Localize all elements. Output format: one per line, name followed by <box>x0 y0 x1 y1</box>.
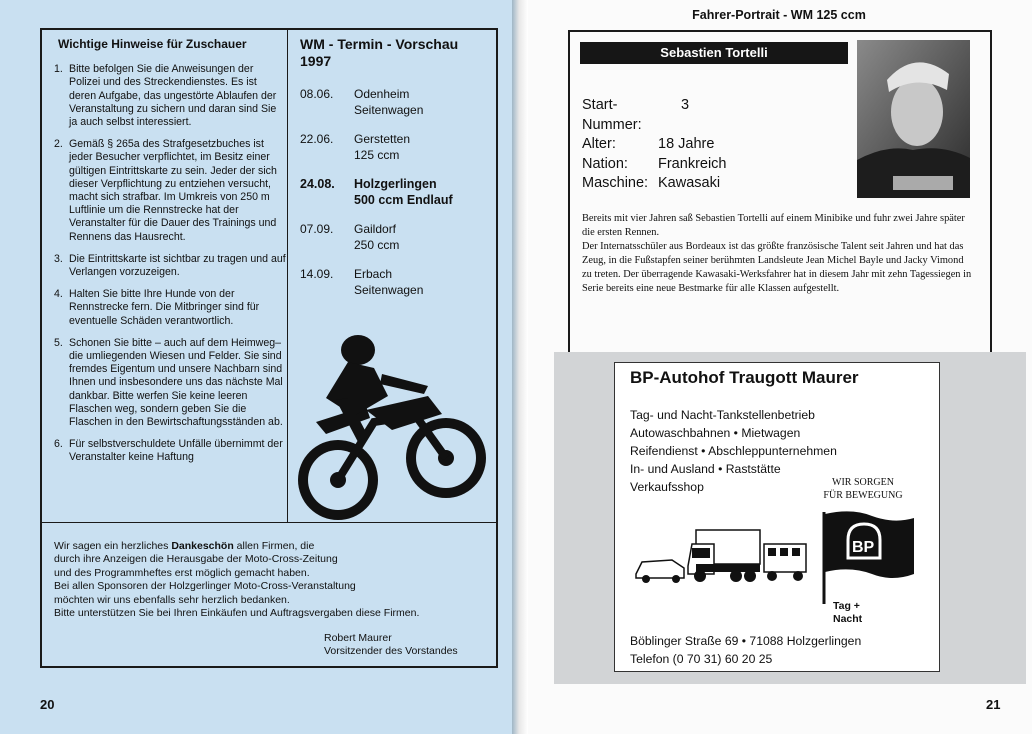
hint-item: 2. Gemäß § 265a des Strafgesetzbuches ist jeder Besucher verpflichtet, im Besitz einer gültigen Eintrittskarte zu sein. Jeder der sich dieser Verpflichtung zu entziehen versucht, macht sich strafbar. Im Umkreis von 250 m Luftlinie um die Rennstrecke hat der Veranstalter für die Dauer des Trainings und Rennens das Hausrecht. <box>54 138 277 243</box>
fact-row: Maschine: Kawasaki <box>582 175 721 191</box>
fact-row: Alter: 18 Jahre <box>582 136 715 152</box>
fact-row: Start-Nummer: 3 <box>582 97 690 133</box>
wm-schedule <box>300 36 490 311</box>
hint-item: 1. Bitte befolgen Sie die Anweisungen der Polizei und des Streckendienstes. Es ist deren Aufgabe, das ungestörte Ablaufen der Veranstaltung zu sichern und daran sind Sie ja auch selbst interessiert. <box>54 63 277 129</box>
hint-item: 3. Die Eintrittskarte ist sichtbar zu tragen und auf Verlangen vorzuzeigen. <box>54 252 286 279</box>
hints-list <box>54 63 286 464</box>
hint-item: 5. Schonen Sie bitte – auch auf dem Heimweg– die umliegenden Wiesen und Felder. Sie sind fremdes Eigentum und unsere Nachbarn sind Ihnen und insbesondere uns das nächste Mal dankbar. Bitte werfen Sie keine leeren Flaschen weg, sondern geben Sie die Flaschen in den Bewirtschaftungsständen ab. <box>54 336 283 429</box>
schedule-entry: 22.06. Gerstetten 125 ccm <box>300 132 411 162</box>
schedule-entry: 14.09. Erbach Seitenwagen <box>300 267 424 297</box>
page-number-right: 21 <box>986 697 1001 712</box>
page-number-left: 20 <box>40 697 55 712</box>
fact-row: Nation: Frankreich <box>582 155 727 172</box>
ad-title: BP-Autohof Traugott Maurer <box>630 368 859 387</box>
rider-biography: Bereits mit vier Jahren saß Sebastien Tortelli auf einem Minibike und fuhr zwei Jahre später die ersten Rennen. Der Internatsschüler aus Bordeaux ist das größte französische Talent seit Jahren und hat das Zeug, in die Fußstapfen seiner berühmten Landsleute Jean Michel Bayle und Jacky Vimond zu treten. Der überragende Kawasaki-Werksfahrer hat in diesem Jahr mit zehn Tagessiegen in Serie bereits eine neue Bestmarke für alle Klassen aufgestellt. <box>582 213 972 294</box>
ad-slogan: WIR SORGEN FÜR BEWEGUNG <box>823 477 903 501</box>
thanks-section: Wir sagen ein herzliches Dankeschön allen Firmen, die durch ihre Anzeigen die Herausgabe der Moto-Cross-Zeitung und des Programmheftes erst möglich gemacht haben. Bei allen Sponsoren der Holzgerlinger Moto-Cross-Veranstaltung möchten wir uns ebenfalls sehr herzlich bedanken. Bitte unterstützen Sie bei Ihren Einkäufen und Auftragsvergaben diese Firmen. <box>54 540 420 620</box>
ad-services: Tag- und Nacht-Tankstellenbetrieb Autowaschbahnen • Mietwagen Reifendienst • Abschleppunternehmen In- und Ausland • Raststätte Verkaufsshop <box>630 408 837 494</box>
schedule-title: WM - Termin - Vorschau 1997 <box>300 36 459 69</box>
signature: Robert Maurer Vorsitzender des Vorstandes <box>324 632 458 658</box>
hint-item: 4. Halten Sie bitte Ihre Hunde von der Rennstrecke fern. Die Mitbringer sind für eventuelle Schäden verantwortlich. <box>54 288 260 327</box>
ad-address: Böblinger Straße 69 • 71088 Holzgerlingen Telefon (0 70 31) 60 20 25 <box>630 634 862 666</box>
hint-item: 6. Für selbstverschuldete Unfälle übernimmt der Veranstalter keine Haftung <box>54 438 283 464</box>
spectator-hints <box>54 38 286 474</box>
hints-heading: Wichtige Hinweise für Zuschauer <box>58 37 247 51</box>
page-header: Fahrer-Portrait - WM 125 ccm <box>692 8 866 22</box>
motocross-illustration <box>296 330 492 530</box>
svg-text:BP: BP <box>852 539 875 556</box>
page-gutter <box>512 0 528 734</box>
rider-name-bar: Sebastien Tortelli <box>580 42 848 64</box>
schedule-entry-highlight: 24.08. Holzgerlingen 500 ccm Endlauf <box>300 177 453 207</box>
truck-illustration <box>632 522 810 592</box>
schedule-entry: 08.06. Odenheim Seitenwagen <box>300 87 424 117</box>
bp-flag-logo <box>818 508 916 604</box>
tag-nacht-label: Tag + Nacht <box>833 600 863 625</box>
schedule-entry: 07.09. Gaildorf 250 ccm <box>300 222 400 252</box>
rider-facts <box>582 96 727 194</box>
rider-photo <box>857 40 970 198</box>
